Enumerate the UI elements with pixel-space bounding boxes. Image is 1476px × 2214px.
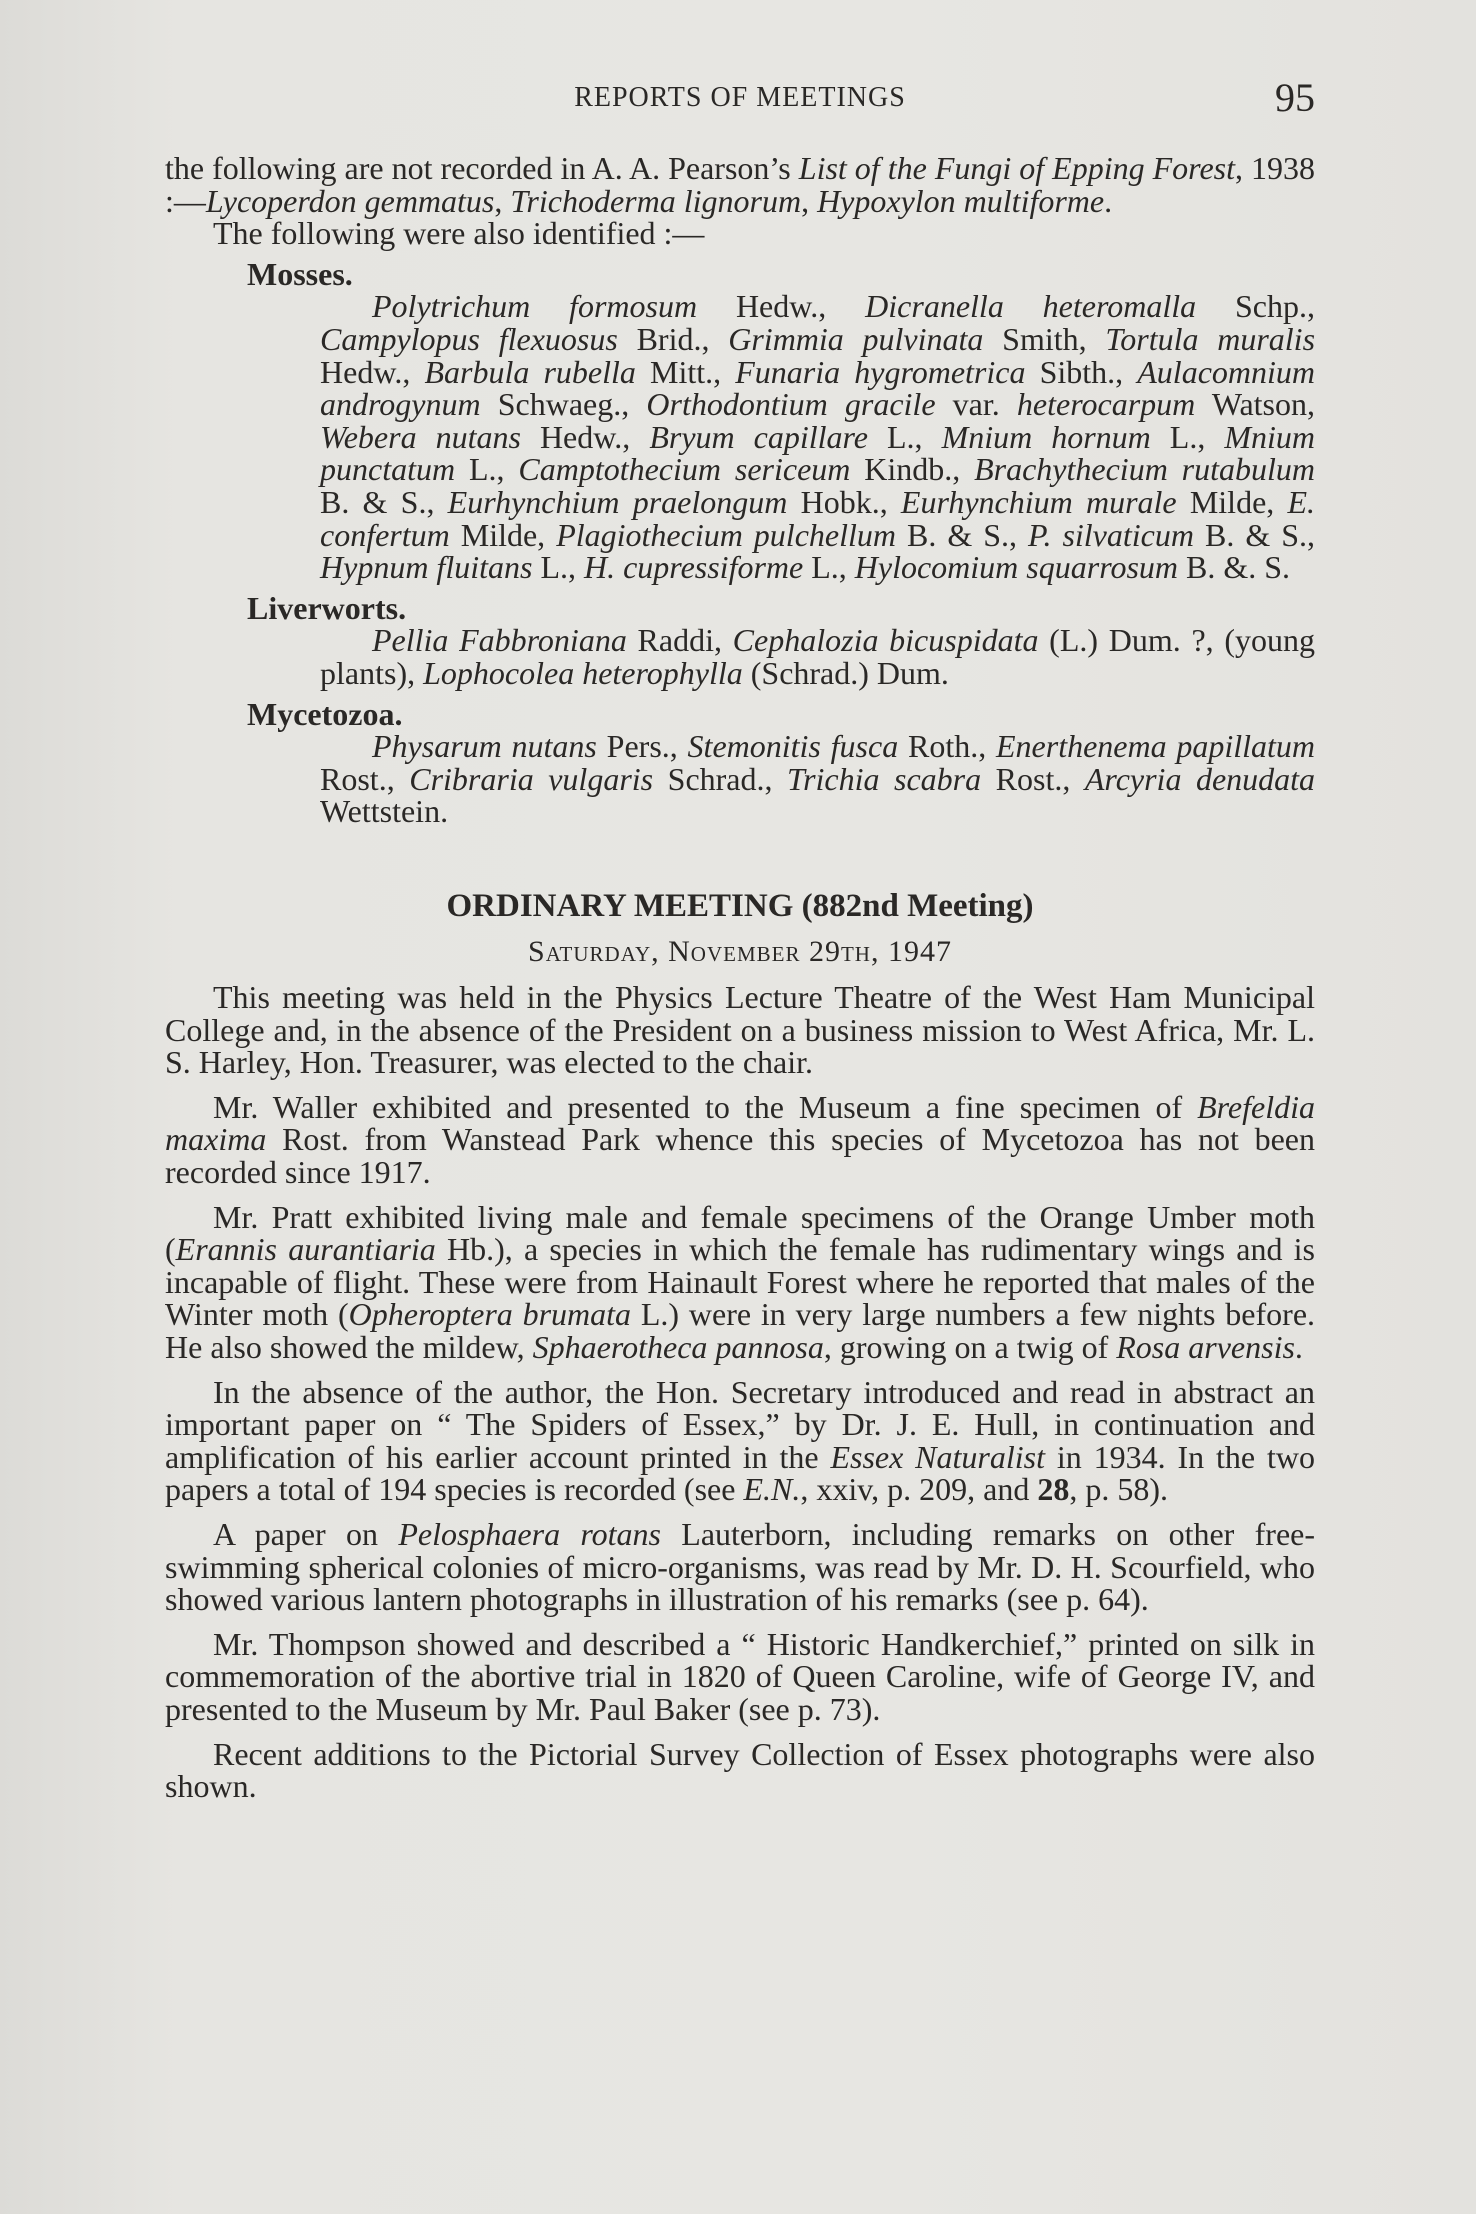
text-run: L.) were in very large numbers a few nights before. He also showed the mildew, bbox=[165, 1296, 1316, 1365]
text-run: Mr. Pratt exhibited living male and female specimens of the Orange Umber moth ( bbox=[165, 1198, 1315, 1268]
text-run: Recent additions to the Pictorial Survey Collection of Essex photographs were also shown. bbox=[165, 1735, 1315, 1805]
text-run: Raddi, bbox=[626, 622, 733, 659]
italic-run: E. confertum bbox=[320, 483, 1316, 553]
running-head-title: REPORTS OF MEETINGS bbox=[574, 82, 906, 113]
italic-run: Enerthenema papillatum bbox=[995, 728, 1316, 765]
italic-run: Pellia Fabbroniana bbox=[372, 622, 627, 659]
bold-run: 28 bbox=[1037, 1471, 1070, 1508]
text-run: Roth., bbox=[898, 728, 996, 765]
italic-run: Essex Naturalist bbox=[830, 1438, 1045, 1475]
italic-run: Hypnum fluitans bbox=[320, 549, 533, 586]
italic-run: Cephalozia bicuspidata bbox=[732, 622, 1039, 659]
mycetozoa-list bbox=[320, 730, 1315, 828]
meeting-report bbox=[165, 981, 1315, 1803]
text-run: Smith, bbox=[983, 320, 1106, 357]
italic-run: Bryum capillare bbox=[649, 418, 868, 455]
liverworts-heading: Liverworts. bbox=[247, 589, 407, 626]
text-run: L., bbox=[532, 549, 584, 586]
italic-run: Camptothecium sericeum bbox=[518, 451, 851, 488]
liverworts-list bbox=[320, 624, 1315, 689]
text-run: , growing on a twig of bbox=[823, 1329, 1117, 1365]
text-run: L., bbox=[867, 418, 942, 455]
italic-run: Pelosphaera rotans bbox=[398, 1515, 661, 1552]
italic-run: Stemonitis fusca bbox=[687, 728, 899, 765]
italic-run: Plagiothecium pulchellum bbox=[556, 516, 896, 553]
italic-run: Tortula muralis bbox=[1105, 320, 1316, 357]
text-run: Lauterborn, including remarks on other free-swimming spherical colonies of micro-organisms, was read by Mr. D. H. Scourfield, who showed various lantern photographs in illustration of his remarks (see p. 64). bbox=[165, 1515, 1316, 1618]
italic-run: Eurhynchium praelongum bbox=[447, 483, 788, 520]
italic-run: E.N. bbox=[743, 1471, 801, 1508]
text-run: , xxiv, p. 209, and bbox=[800, 1471, 1038, 1508]
intro-paragraph: the following are not recorded in A. A. Pearson’s List of the Fungi of Epping Forest, 1938 :—Lycoperdon gemmatus, Trichoderma lignorum, Hypoxylon multiforme. bbox=[165, 150, 1316, 219]
italic-run: H. cupressiforme bbox=[583, 549, 804, 586]
italic-run: P. silvaticum bbox=[1028, 516, 1194, 553]
meeting-date: Saturday, November 29th, 1947 bbox=[528, 935, 952, 969]
italic-run: Mnium hornum bbox=[941, 418, 1151, 455]
text-run: Hedw., bbox=[320, 353, 425, 390]
italic-run: Trichia scabra bbox=[787, 760, 982, 797]
text-run: Kindb., bbox=[850, 451, 975, 488]
mosses-heading: Mosses. bbox=[247, 255, 353, 292]
page-number: 95 bbox=[1275, 75, 1315, 120]
report-paragraph bbox=[165, 981, 1315, 1079]
text-run: L., bbox=[455, 451, 519, 488]
text-run: Milde, bbox=[1176, 483, 1288, 520]
text-run: Hedw., bbox=[520, 418, 650, 455]
text-run: Pers., bbox=[596, 728, 688, 765]
text-run: Hedw., bbox=[697, 288, 866, 325]
italic-run: Eurhynchium murale bbox=[900, 483, 1177, 520]
report-paragraph bbox=[165, 1373, 1315, 1508]
report-paragraph bbox=[165, 1515, 1316, 1618]
text-run: (Schrad.) Dum. bbox=[742, 654, 949, 691]
text-run: A paper on bbox=[213, 1515, 399, 1552]
italic-run: Grimmia pulvinata bbox=[728, 320, 984, 357]
italic-run: Rosa arvensis bbox=[1116, 1329, 1295, 1365]
text-run: in 1934. In the two papers a total of 194 species is recorded (see bbox=[165, 1438, 1315, 1508]
text-run: Mr. Thompson showed and described a “ Historic Handkerchief,” printed on silk in commemoration of the abortive trial in 1820 of Queen Caroline, wife of George IV, and presented to the Museum by Mr. Paul Baker (see p. 73). bbox=[165, 1625, 1315, 1727]
italic-run: Orthodontium gracile bbox=[646, 386, 936, 423]
text-run: Schrad., bbox=[653, 760, 788, 797]
text-run: Rost., bbox=[981, 760, 1085, 797]
italic-run: heterocarpum bbox=[1016, 386, 1196, 423]
text-run: B. & S., bbox=[896, 516, 1029, 553]
text-run: (L.) Dum. ?, (young plants), bbox=[320, 622, 1316, 691]
text-run: Schwaeg., bbox=[480, 386, 647, 423]
text-run: Hobk., bbox=[787, 483, 901, 520]
italic-run: Sphaerotheca pannosa bbox=[532, 1329, 824, 1365]
italic-run: Webera nutans bbox=[320, 418, 521, 455]
body-text bbox=[165, 152, 1315, 1803]
italic-run: Campylopus flexuosus bbox=[320, 320, 618, 357]
text-run: Rost., bbox=[320, 760, 410, 797]
report-paragraph bbox=[165, 1735, 1315, 1805]
italic-run: Mnium punctatum bbox=[320, 418, 1316, 488]
italic-run: Erannis aurantiaria bbox=[175, 1231, 436, 1268]
text-run: Rost. from Wanstead Park whence this species of Mycetozoa has not been recorded since 1917. bbox=[165, 1121, 1315, 1191]
italic-run: Funaria hygrometrica bbox=[735, 353, 1026, 390]
text-run: Hb.), a species in which the female has rudimentary wings and is incapable of flight. These were from Hainault Forest where he reported that males of the Winter moth ( bbox=[165, 1231, 1316, 1333]
italic-run: Lophocolea heterophylla bbox=[423, 654, 743, 691]
italic-run: Aulacomnium androgynum bbox=[320, 353, 1315, 423]
report-paragraph bbox=[165, 1088, 1315, 1191]
italic-run: Physarum nutans bbox=[372, 728, 597, 765]
text-run: var. bbox=[935, 386, 1017, 423]
italic-run: Cribraria vulgaris bbox=[409, 760, 654, 797]
text-run: , p. 58). bbox=[1069, 1471, 1168, 1508]
italic-run: Brachythecium rutabulum bbox=[974, 451, 1315, 488]
text-run: Mitt., bbox=[635, 353, 736, 390]
report-paragraph bbox=[165, 1625, 1315, 1727]
text-run: Mr. Waller exhibited and presented to the Museum a fine specimen of bbox=[213, 1088, 1198, 1125]
report-paragraph bbox=[165, 1198, 1316, 1365]
italic-run: Polytrichum formosum bbox=[372, 288, 698, 325]
text-run: Sibth., bbox=[1025, 353, 1138, 390]
text-run: Wettstein. bbox=[320, 793, 449, 830]
also-identified: The following were also identified :— bbox=[213, 215, 705, 252]
mosses-list bbox=[320, 288, 1316, 586]
text-run: Milde, bbox=[449, 516, 557, 553]
text-run: B. & S., bbox=[320, 483, 448, 520]
italic-run: Opheroptera brumata bbox=[348, 1296, 632, 1333]
italic-run: Arcyria denudata bbox=[1084, 760, 1316, 797]
italic-run: Barbula rubella bbox=[424, 353, 636, 390]
text-run: Watson, bbox=[1195, 386, 1316, 423]
text-run: In the absence of the author, the Hon. Secretary introduced and read in abstract an important paper on “ The Spiders of Essex,” by Dr. J. E. Hull, in continuation and amplification of his earlier account printed in the bbox=[165, 1373, 1315, 1475]
text-run: L., bbox=[803, 549, 855, 586]
mycetozoa-heading: Mycetozoa. bbox=[247, 695, 403, 732]
text-run: Schp., bbox=[1196, 288, 1316, 325]
italic-run: Hylocomium squarrosum bbox=[854, 549, 1179, 586]
text-run: . bbox=[1294, 1329, 1303, 1365]
italic-run: Brefeldia maxima bbox=[165, 1088, 1315, 1158]
text-run: Brid., bbox=[617, 320, 729, 357]
italic-run: Dicranella heteromalla bbox=[865, 288, 1197, 325]
text-run: B. & S., bbox=[1193, 516, 1316, 553]
running-head bbox=[165, 74, 1315, 124]
meeting-title: ORDINARY MEETING (882nd Meeting) bbox=[446, 887, 1034, 924]
text-run: L., bbox=[1150, 418, 1225, 455]
text-run: B. &. S. bbox=[1178, 549, 1291, 586]
text-run: This meeting was held in the Physics Lecture Theatre of the West Ham Municipal College and, in the absence of the President on a business mission to West Africa, Mr. L. S. Harley, Hon. Treasurer, was elected to the chair. bbox=[165, 979, 1315, 1081]
